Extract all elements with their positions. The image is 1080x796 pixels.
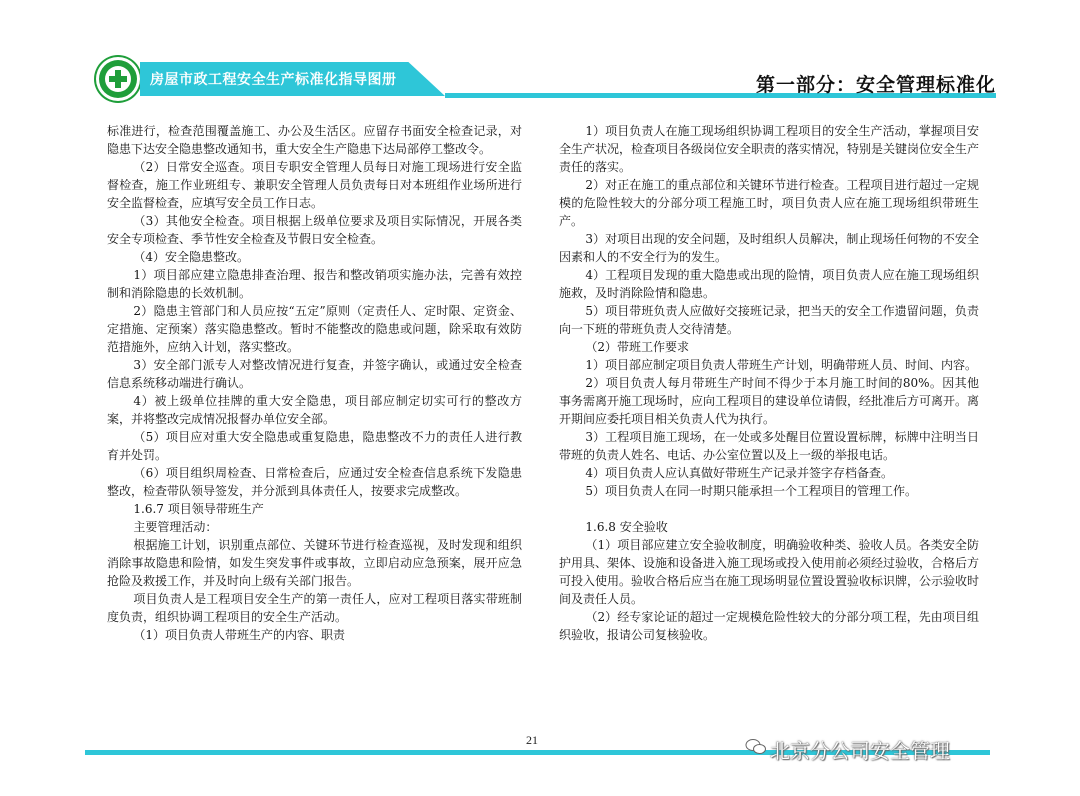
paragraph: 3）安全部门派专人对整改情况进行复查，并签字确认，或通过安全检查信息系统移动端进行确认。 (107, 358, 522, 390)
section-title: 第一部分：安全管理标准化 (755, 74, 996, 96)
paragraph: （4）安全隐患整改。 (133, 250, 250, 264)
paragraph: 4）工程项目发现的重大隐患或出现的险情，项目负责人应在施工现场组织施救，及时消除险情和隐患。 (559, 268, 979, 300)
paragraph: 2）项目负责人每月带班生产时间不得少于本月施工时间的80%。因其他事务需离开施工现场时，应向工程项目的建设单位请假，经批准后方可离开。离开期间应委托项目相关负责人代为执行。 (559, 376, 980, 426)
paragraph: 1）项目负责人在施工现场组织协调工程项目的安全生产活动，掌握项目安全生产状况，检查项目各级岗位安全职责的落实情况，特别是关键岗位安全生产责任的落实。 (559, 124, 980, 174)
paragraph: （5）项目应对重大安全隐患或重复隐患，隐患整改不力的责任人进行教育并处罚。 (107, 430, 522, 462)
paragraph: 根据施工计划，识别重点部位、关键环节进行检查巡视，及时发现和组织消除事故隐患和险情，如发生突发事件或事故，立即启动应急预案，展开应急抢险及救援工作，并及时向上级有关部门报告。 (107, 538, 522, 588)
page-number: 21 (526, 733, 538, 747)
manual-title: 房屋市政工程安全生产标准化指导图册 (150, 72, 397, 88)
paragraph: 4）被上级单位挂牌的重大安全隐患，项目部应制定切实可行的整改方案，并将整改完成情况报督办单位安全部。 (107, 394, 522, 426)
subsection-heading: 1.6.8 安全验收 (585, 520, 668, 534)
paragraph: 3）工程项目施工现场，在一处或多处醒目位置设置标牌，标牌中注明当日带班的负责人姓名、电话、办公室位置以及上一级的举报电话。 (559, 430, 979, 462)
logo-icon (99, 60, 137, 98)
paragraph: （3）其他安全检查。项目根据上级单位要求及项目实际情况，开展各类安全专项检查、季节性安全检查及节假日安全检查。 (107, 214, 522, 246)
wechat-icon (745, 738, 767, 756)
paragraph: （2）日常安全巡查。项目专职安全管理人员每日对施工现场进行安全监督检查，施工作业班组专、兼职安全管理人员负责每日对本班组作业场所进行安全监督检查，应填写安全员工作日志。 (107, 160, 522, 210)
paragraph: 2）对正在施工的重点部位和关键环节进行检查。工程项目进行超过一定规模的危险性较大的分部分项工程施工时，项目负责人应在施工现场组织带班生产。 (559, 178, 979, 228)
paragraph: 3）对项目出现的安全问题，及时组织人员解决，制止现场任何物的不安全因素和人的不安全行为的发生。 (559, 232, 979, 264)
paragraph: （1）项目负责人带班生产的内容、职责 (133, 628, 346, 642)
paragraph: （1）项目部应建立安全验收制度，明确验收种类、验收人员。各类安全防护用具、架体、设施和设备进入施工现场或投入使用前必须经过验收，合格后方可投入使用。验收合格后应当在施工现场明显位置设置验收标识牌，公示验收时间及责任人员。 (559, 538, 980, 606)
paragraph: 2）隐患主管部门和人员应按“五定”原则（定责任人、定时限、定资金、定措施、定预案）落实隐患整改。暂时不能整改的隐患或问题，除采取有效防范措施外，应纳入计划，落实整改。 (107, 304, 522, 354)
paragraph: （6）项目组织周检查、日常检查后，应通过安全检查信息系统下发隐患整改，检查带队领导签发，并分派到具体责任人，按要求完成整改。 (107, 466, 522, 498)
paragraph: 主要管理活动： (133, 520, 218, 534)
watermark: 北京分公司安全管理 (770, 739, 950, 763)
paragraph: 标准进行，检查范围覆盖施工、办公及生活区。应留存书面安全检查记录，对隐患下达安全隐患整改通知书，重大安全生产隐患下达局部停工整改令。 (107, 124, 522, 156)
left-column (107, 122, 522, 644)
paragraph: 4）项目负责人应认真做好带班生产记录并签字存档备查。 (585, 466, 894, 480)
paragraph: 1）项目部应建立隐患排查治理、报告和整改销项实施办法，完善有效控制和消除隐患的长效机制。 (107, 268, 522, 300)
paragraph: 5）项目负责人在同一时期只能承担一个工程项目的管理工作。 (585, 484, 918, 498)
subsection-heading: 1.6.7 项目领导带班生产 (133, 502, 264, 516)
paragraph: 5）项目带班负责人应做好交接班记录，把当天的安全工作遗留问题，负责向一下班的带班负责人交待清楚。 (559, 304, 979, 336)
paragraph: 项目负责人是工程项目安全生产的第一责任人，应对工程项目落实带班制度负责，组织协调工程项目的安全生产活动。 (107, 592, 522, 624)
paragraph: （2）带班工作要求 (585, 340, 690, 354)
paragraph: 1）项目部应制定项目负责人带班生产计划，明确带班人员、时间、内容。 (585, 358, 978, 372)
right-column (559, 122, 979, 644)
paragraph: （2）经专家论证的超过一定规模危险性较大的分部分项工程，先由项目组织验收，报请公司复核验收。 (559, 610, 979, 642)
